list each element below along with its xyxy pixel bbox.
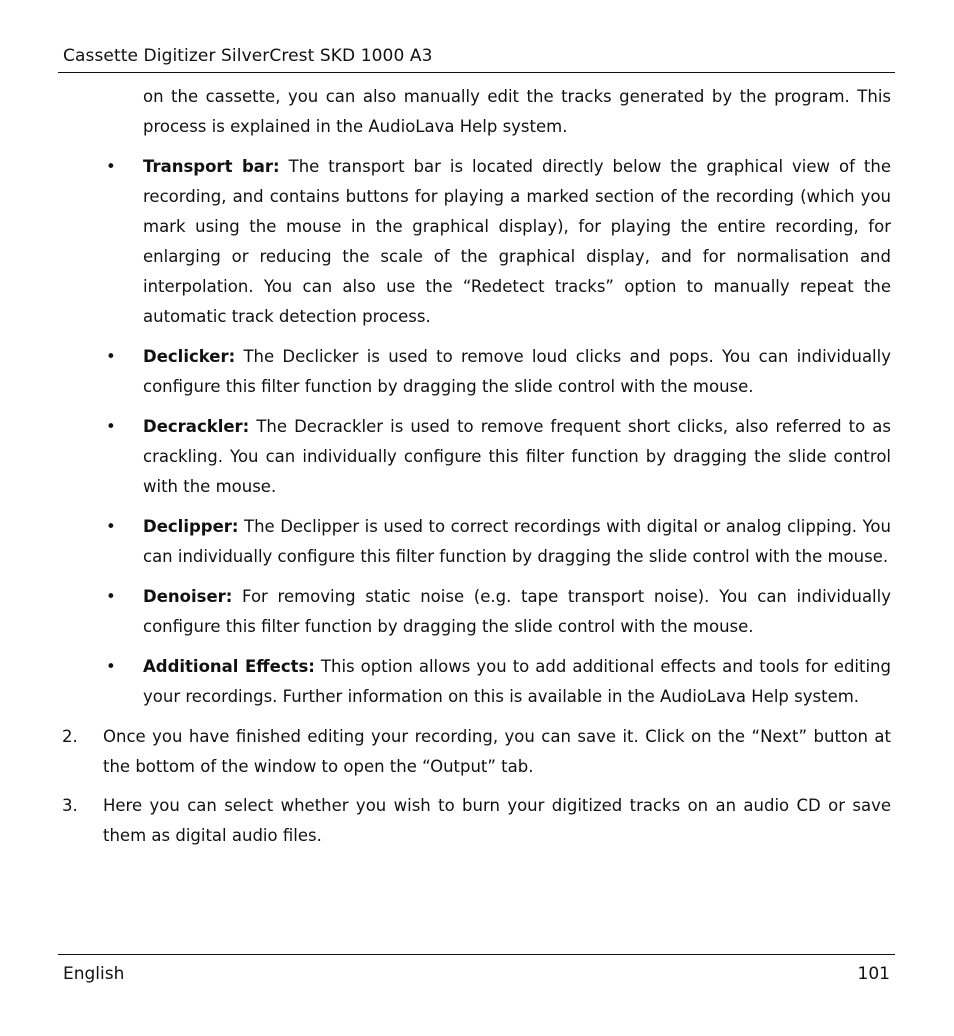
bullet-term: Decrackler: — [143, 417, 250, 436]
bullet-text: For removing static noise (e.g. tape transport noise). You can individually configure this filter function by dragging the slide control with the mouse. — [143, 587, 891, 636]
bullet-icon: • — [106, 657, 116, 676]
bullet-denoiser — [106, 582, 891, 642]
bullet-icon: • — [106, 517, 116, 536]
continuation-paragraph: on the cassette, you can also manually edit the tracks generated by the program. This process is explained in the AudioLava Help system. — [143, 87, 891, 136]
bullet-icon: • — [106, 417, 116, 436]
bullet-icon: • — [106, 157, 116, 176]
bullet-text: The transport bar is located directly below the graphical view of the recording, and contains buttons for playing a marked section of the recording (which you mark using the mouse in the graphical display), for playing the entire recording, for enlarging or reducing the scale of the graphical display, and for normalisation and interpolation. You can also use the “Redetect tracks” option to manually repeat the automatic track detection process. — [143, 157, 891, 326]
bullet-term: Additional Effects: — [143, 657, 315, 676]
bullet-text: The Declipper is used to correct recordings with digital or analog clipping. You can individually configure this filter function by dragging the slide control with the mouse. — [143, 517, 891, 566]
bullet-declipper — [106, 512, 891, 572]
step-number: 3. — [62, 796, 78, 815]
numbered-step-3 — [62, 791, 891, 851]
bullet-decrackler — [106, 412, 891, 502]
page-header-title: Cassette Digitizer SilverCrest SKD 1000 A3 — [63, 46, 433, 66]
footer-page-number: 101 — [857, 964, 890, 984]
step-number: 2. — [62, 727, 78, 746]
bullet-term: Denoiser: — [143, 587, 233, 606]
footer-rule — [58, 954, 895, 955]
bullet-text: The Declicker is used to remove loud clicks and pops. You can individually configure this filter function by dragging the slide control with the mouse. — [143, 347, 891, 396]
header-rule — [58, 72, 895, 73]
bullet-text: The Decrackler is used to remove frequent short clicks, also referred to as crackling. You can individually configure this filter function by dragging the slide control with the mouse. — [143, 417, 891, 496]
step-text: Once you have finished editing your recording, you can save it. Click on the “Next” button at the bottom of the window to open the “Output” tab. — [103, 727, 891, 776]
bullet-declicker — [106, 342, 891, 402]
page-content — [62, 82, 891, 860]
bullet-term: Declipper: — [143, 517, 239, 536]
numbered-step-2 — [62, 722, 891, 782]
bullet-additional-effects — [106, 652, 891, 712]
bullet-term: Transport bar: — [143, 157, 280, 176]
bullet-transport-bar — [106, 152, 891, 332]
bullet-icon: • — [106, 587, 116, 606]
bullet-term: Declicker: — [143, 347, 236, 366]
bullet-text: This option allows you to add additional effects and tools for editing your recordings. Further information on this is available in the AudioLava Help system. — [143, 657, 891, 706]
bullet-icon: • — [106, 347, 116, 366]
footer-language: English — [63, 964, 125, 984]
step-text: Here you can select whether you wish to burn your digitized tracks on an audio CD or save them as digital audio files. — [103, 796, 891, 845]
